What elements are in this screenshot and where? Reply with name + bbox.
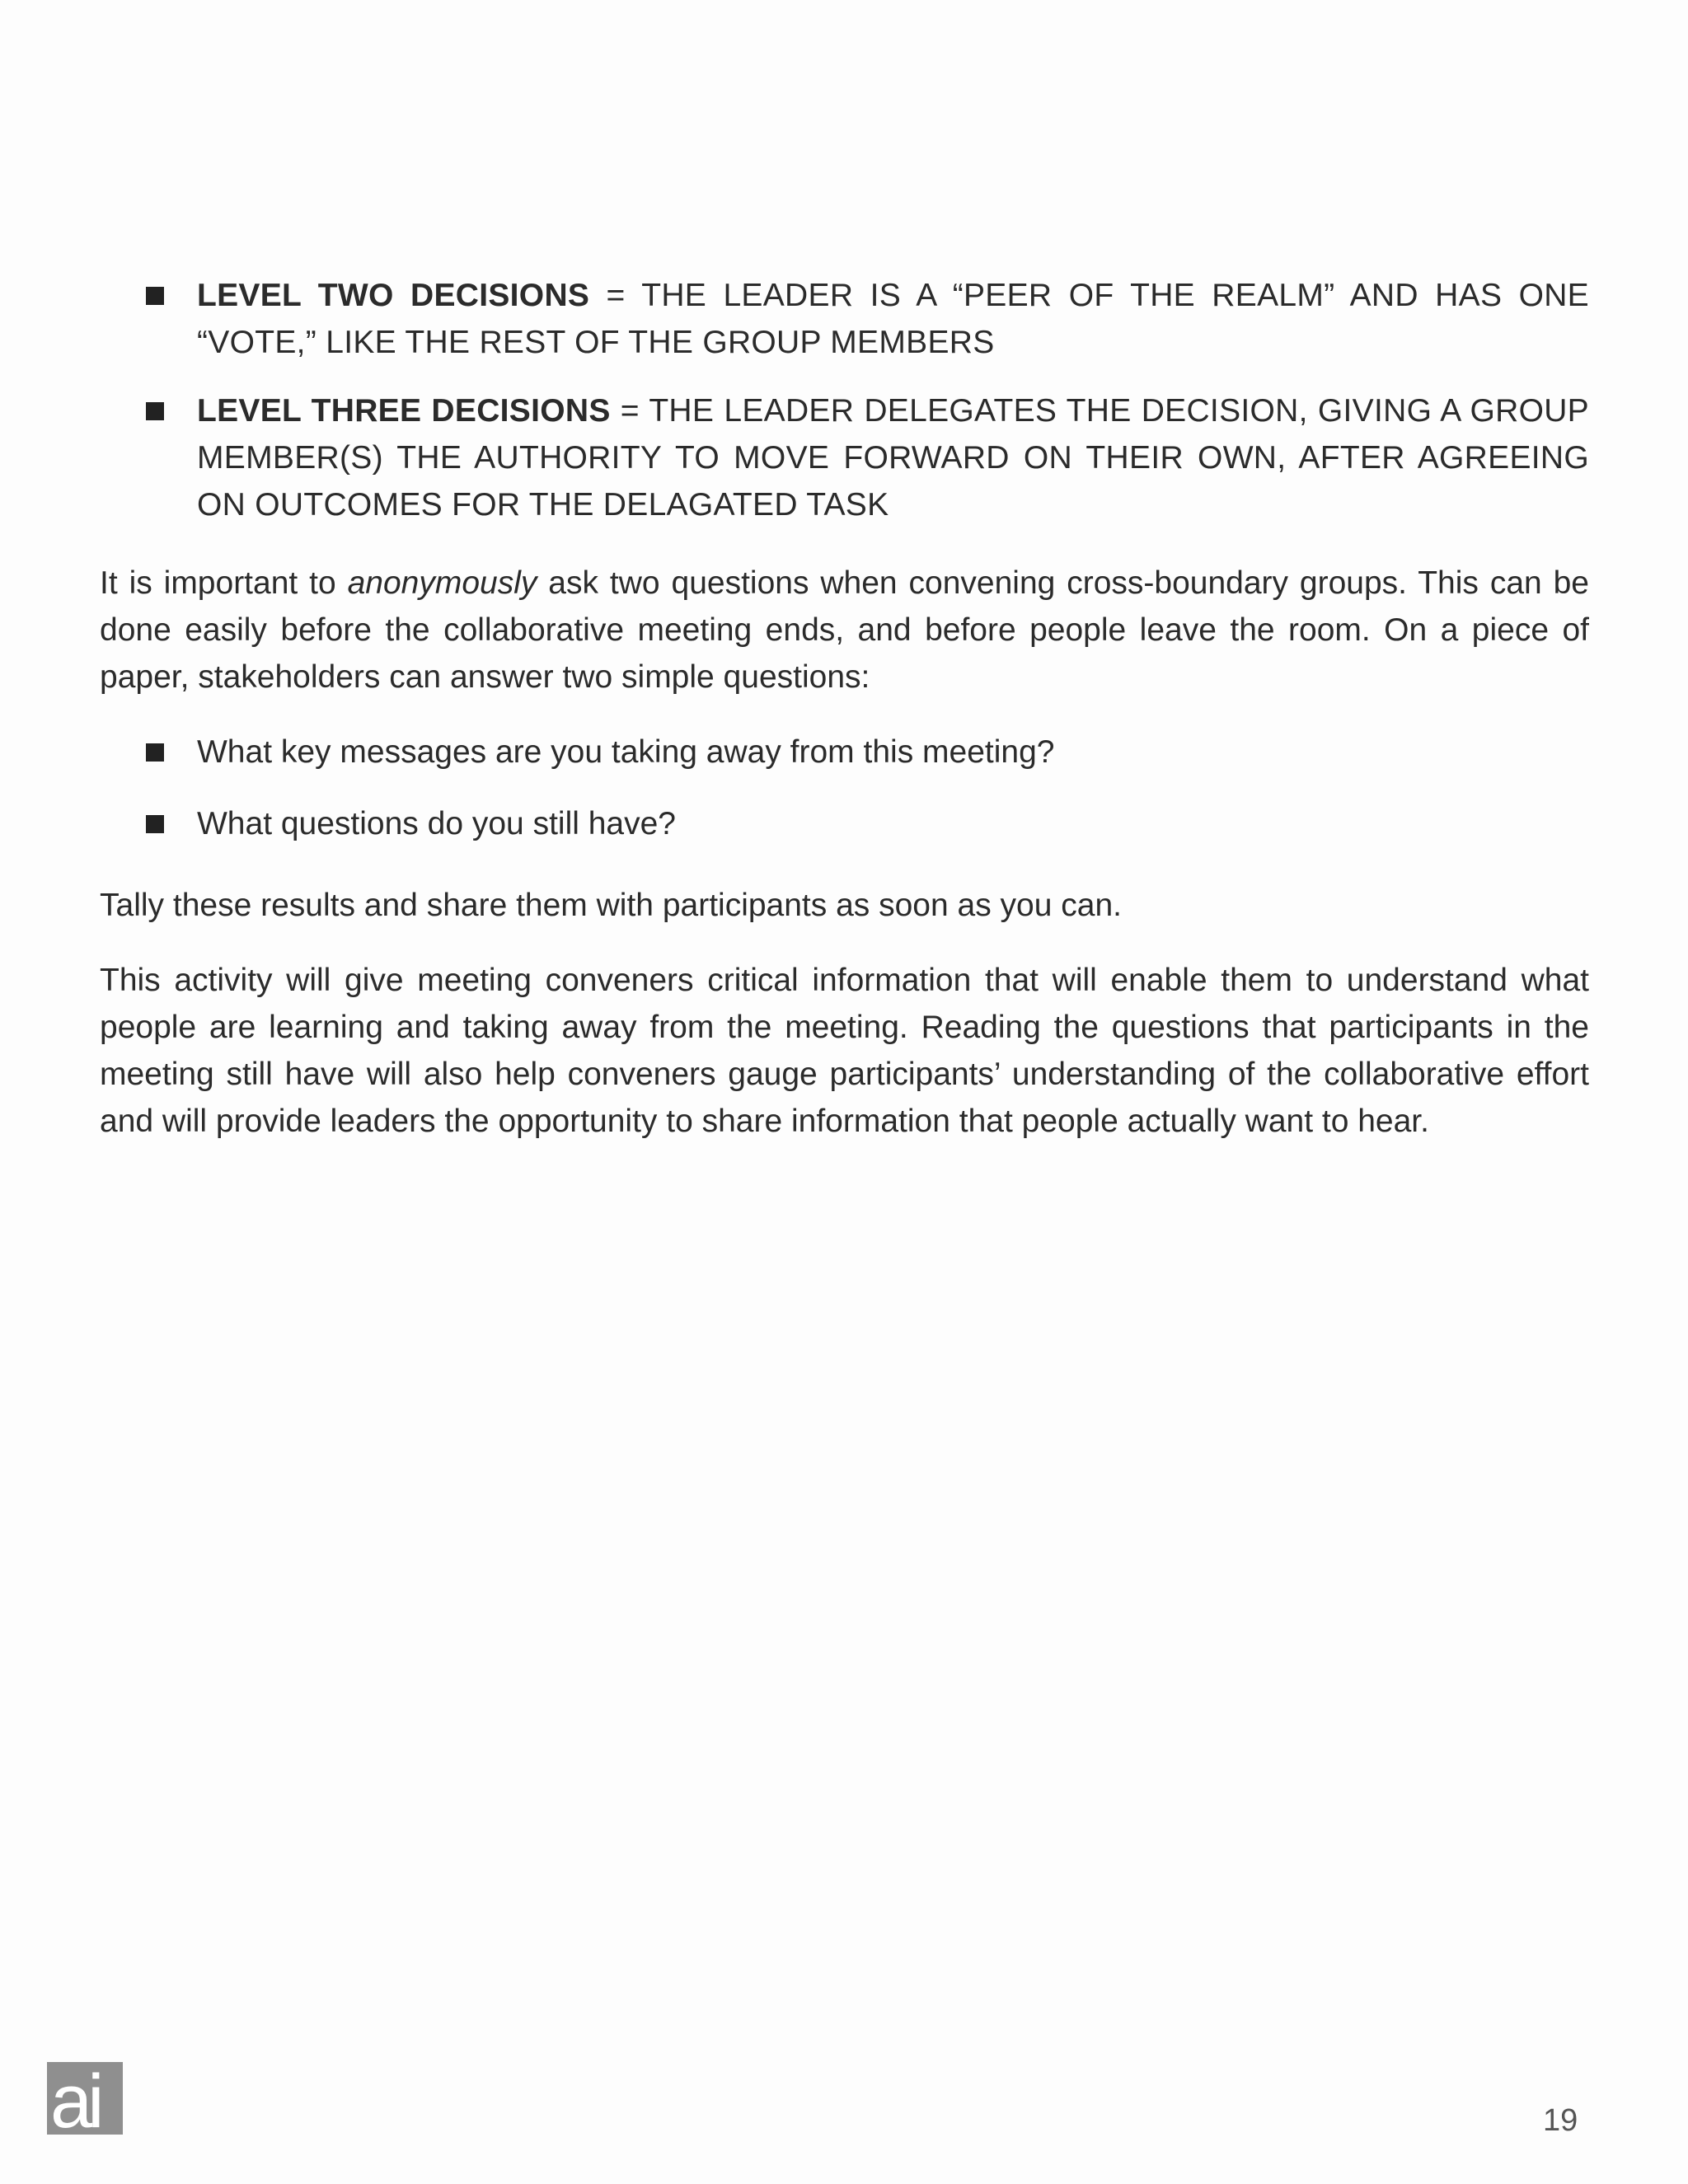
tally-paragraph: Tally these results and share them with participants as soon as you can. <box>100 888 1122 923</box>
square-bullet-icon <box>146 287 164 305</box>
decision-level-text: = THE LEADER IS A “PEER OF THE REALM” AND HAS ONE “VOTE,” LIKE THE REST OF THE GROUP MEMBERS <box>197 278 1589 360</box>
decision-level-title: LEVEL TWO DECISIONS <box>197 278 590 313</box>
list-item <box>100 387 1589 528</box>
list-item <box>100 272 1589 366</box>
list-item <box>100 729 1589 776</box>
decision-levels-list <box>100 272 1589 528</box>
page-number: 19 <box>1543 2103 1578 2138</box>
ai-logo <box>47 2062 123 2135</box>
question-text: What questions do you still have? <box>197 806 677 841</box>
square-bullet-icon <box>146 815 164 833</box>
decision-level-text: = THE LEADER DELEGATES THE DECISION, GIVING A GROUP MEMBER(S) THE AUTHORITY TO MOVE FORWARD ON THEIR OWN, AFTER AGREEING ON OUTCOMES FOR THE DELAGATED TASK <box>197 393 1589 523</box>
questions-list <box>100 729 1589 847</box>
list-item <box>100 800 1589 847</box>
intro-text-after: ask two questions when convening cross-boundary groups. This can be done easily before the collaborative meeting ends, and before people leave the room. On a piece of paper, stakeholders can answer two simple questions: <box>100 565 1589 695</box>
decision-level-title: LEVEL THREE DECISIONS <box>197 393 611 429</box>
intro-paragraph <box>100 560 1589 701</box>
activity-paragraph: This activity will give meeting conveners critical information that will enable them to understand what people are learning and taking away from the meeting. Reading the questions that participants in the meeting still have will also help conveners gauge participants’ understanding of the collaborative effort and will provide leaders the opportunity to share information that people actually want to hear. <box>100 963 1589 1139</box>
square-bullet-icon <box>146 402 164 420</box>
question-text: What key messages are you taking away from this meeting? <box>197 734 1055 770</box>
intro-emphasis: anonymously <box>347 565 537 601</box>
square-bullet-icon <box>146 743 164 762</box>
intro-text-before: It is important to <box>100 565 348 601</box>
logo-text: ai <box>50 2062 100 2135</box>
page-content <box>100 272 1589 1173</box>
